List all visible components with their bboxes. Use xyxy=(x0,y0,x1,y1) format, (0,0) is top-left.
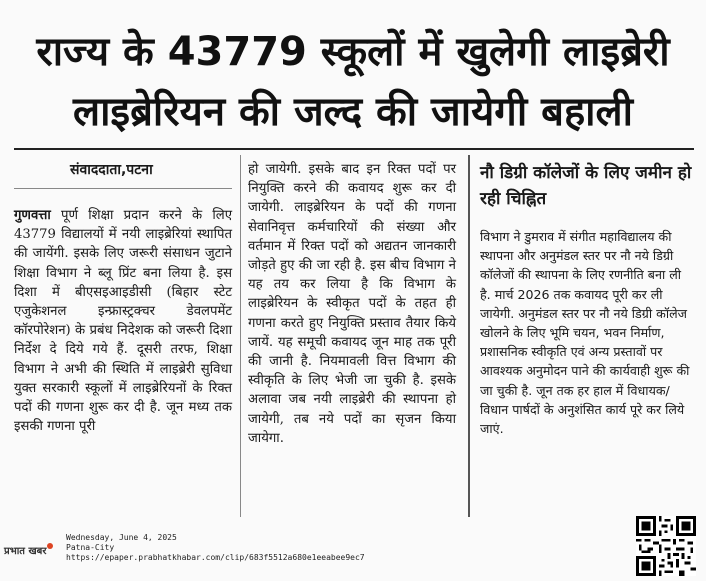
headline-line-1: राज्य के 43779 स्कूलों में खुलेगी लाइब्रेरी xyxy=(36,29,670,75)
clip-date: Wednesday, June 4, 2025 xyxy=(66,533,177,542)
byline: संवाददाता,पटना xyxy=(70,162,153,178)
clip-edition: Patna-City xyxy=(66,543,115,552)
qr-code-icon[interactable] xyxy=(636,516,696,576)
column-divider-1 xyxy=(240,155,241,517)
logo-dot-icon xyxy=(47,543,53,549)
article-column-2 xyxy=(248,160,456,448)
newspaper-logo xyxy=(4,543,53,557)
sidebar-subhead: नौ डिग्री कॉलेजों के लिए जमीन हो रही चिह्नित xyxy=(480,163,692,209)
headline-line-2: लाइब्रेरियन की जल्द की जायेगी बहाली xyxy=(72,89,634,135)
byline-rule xyxy=(14,188,232,189)
headline-rule xyxy=(14,148,694,150)
sidebar-text: विभाग ने डुमराव में संगीत महाविद्यालय की स्थापना और अनुमंडल स्तर पर नौ नये डिग्री कॉलेजों की स्थापना के लिए रणनीति बना ली है. मार्च 2026 तक कवायद पूरी कर ली जायेगी. अनुमंडल स्तर पर नौ नये डिग्री कॉलेज खोलने के लिए भूमि चयन, भवन निर्माण, प्रशासनिक स्वीकृति एवं अन्य प्रस्तावों पर आवश्यक अनुमोदन पाने की कार्यवाही शुरू की जा चुकी है. जून तक हर हाल में विधायक/विधान पार्षदों के अनुशंसित कार्य पूरे कर लिये जाएं. xyxy=(480,229,690,437)
column-divider-2 xyxy=(468,155,470,517)
column-1-text: पूर्ण शिक्षा प्रदान करने के लिए 43779 विद्यालयों में नयी लाइब्रेरियां स्थापित की जायेंगी. इसके लिए जरूरी संसाधन जुटाने शिक्षा विभाग ने ब्लू प्रिंट बना लिया है. इस दिशा में बीएसइआइडीसी (बिहार स्टेट एजुकेशनल इन्फ्रास्ट्रक्चर डेवलपमेंट कॉरपोरेशन) के प्रबंध निदेशक को जरूरी दिशा निर्देश दे दिये गये हैं. दूसरी तरफ, शिक्षा विभाग ने अभी की स्थिति में लाइब्रेरी सुविधा युक्त सरकारी स्कूलों में लाइब्रेरियनों के रिक्त पदों की गणना शुरू कर दी है. जून मध्य तक इसकी गणना पूरी xyxy=(14,208,232,435)
clip-metadata xyxy=(66,533,365,563)
logo-text: प्रभात खबर xyxy=(4,546,47,557)
lead-word: गुणवत्ता xyxy=(14,208,51,223)
clip-url[interactable]: https://epaper.prabhatkhabar.com/clip/683f5512a680e1eeabee9ec7 xyxy=(66,553,365,562)
article-column-1 xyxy=(14,206,232,436)
column-2-text: हो जायेगी. इसके बाद इन रिक्त पदों पर नियुक्ति करने की कवायद शुरू कर दी जायेगी. लाइब्रेरियन के पदों की गणना सेवानिवृत्त कर्मचारियों की संख्या और वर्तमान में रिक्त पदों को अद्यतन जानकारी जोड़ते हुए की जा रही है. इस बीच विभाग ने यह तय कर लिया है कि विभाग के लाइब्रेरियन के स्वीकृत पदों के तहत ही गणना करते हुए नियुक्ति प्रस्ताव तैयार किये जायें. यह समूची कवायद जून माह तक पूरी की जानी है. नियमावली वित्त विभाग की स्वीकृति के लिए भेजी जा चुकी है. इसके अलावा जब नयी लाइब्रेरी की स्थापना हो जायेगी, तब नये पदों का सृजन किया जायेगा. xyxy=(248,162,456,446)
